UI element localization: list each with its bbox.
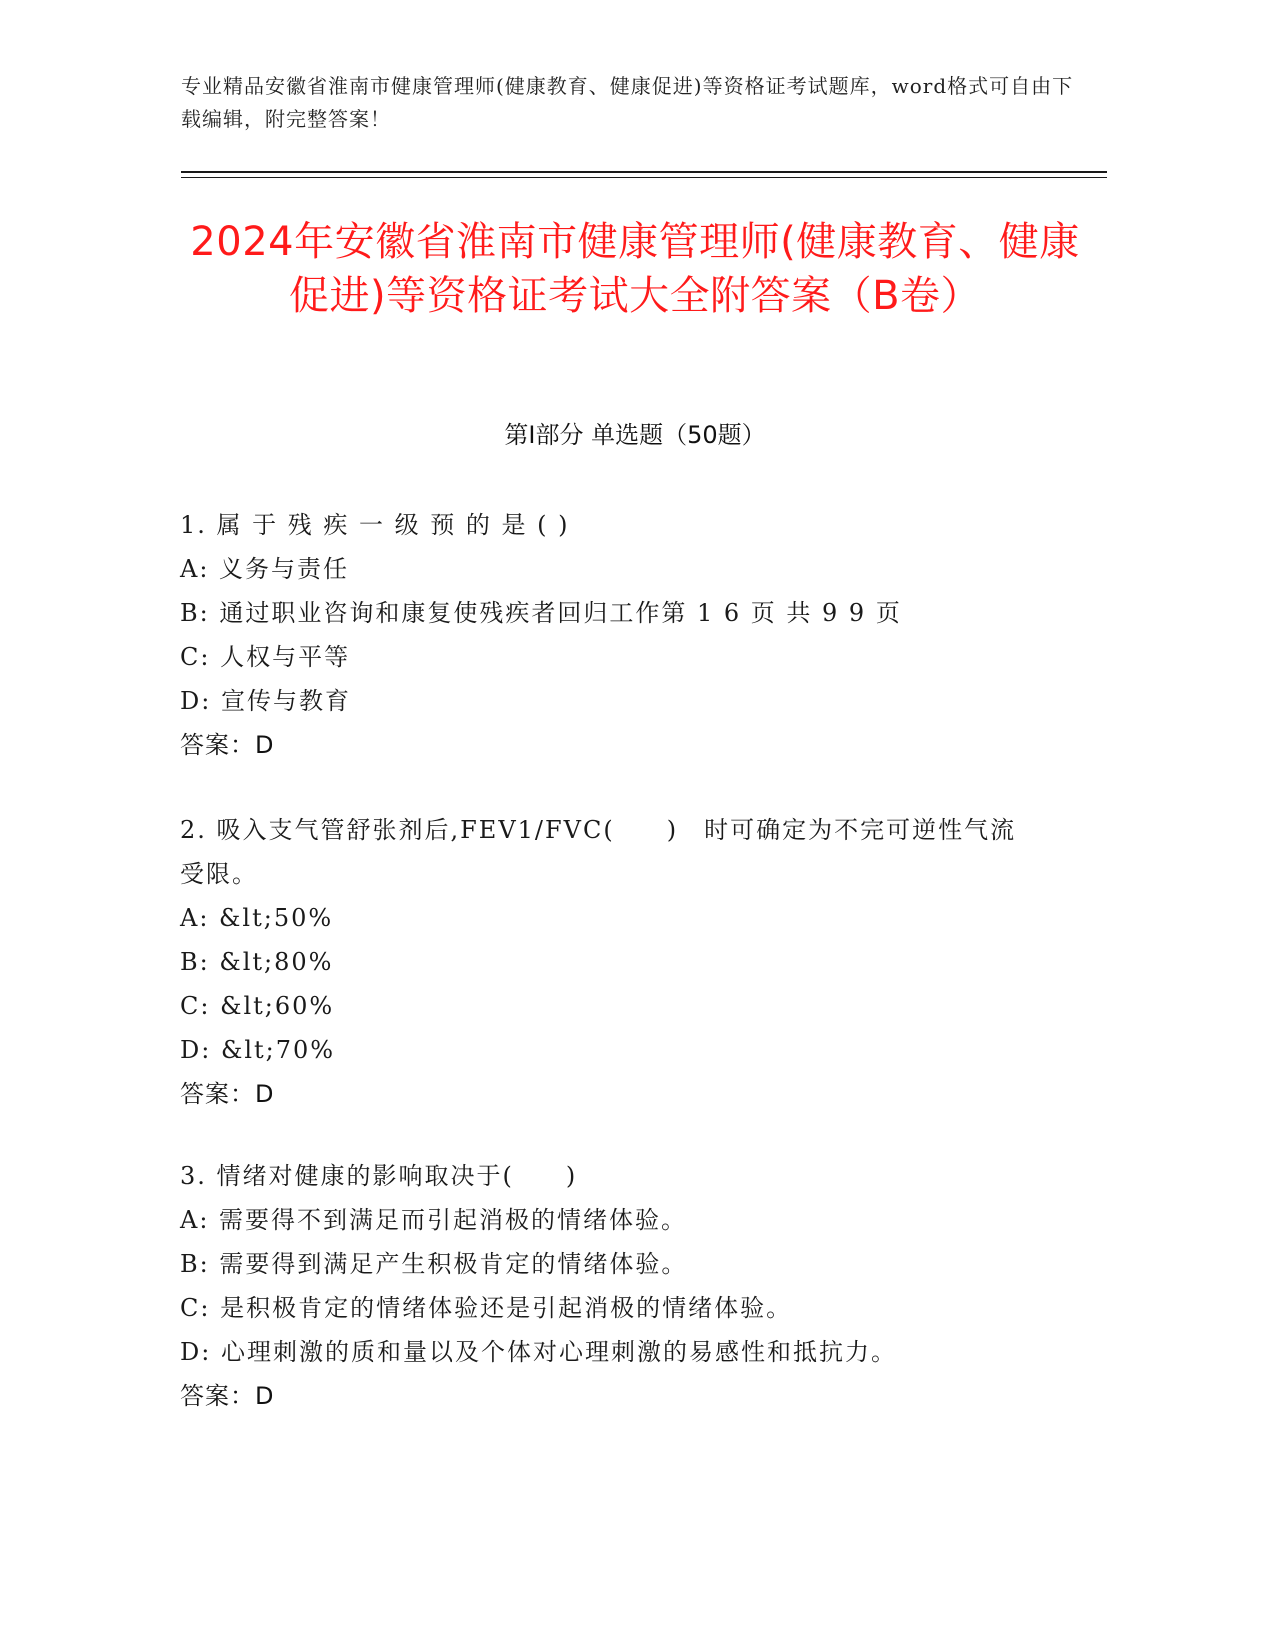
option-d: D: 心理刺激的质和量以及个体对心理刺激的易感性和抵抗力。: [180, 1338, 897, 1366]
option-a: A: 需要得不到满足而引起消极的情绪体验。: [180, 1206, 688, 1234]
option-c: C: 是积极肯定的情绪体验还是引起消极的情绪体验。: [180, 1294, 793, 1322]
question-stem: 2. 吸入支气管舒张剂后,FEV1/FVC( ) 时可确定为不完可逆性气流受限。: [180, 816, 1017, 888]
option-b: B: &lt;80%: [180, 948, 334, 976]
answer-text: 答案：D: [180, 1382, 275, 1410]
question-stem: 3. 情绪对健康的影响取决于( ): [180, 1162, 578, 1190]
option-a: A: &lt;50%: [180, 904, 334, 932]
answer-text: 答案：D: [180, 1080, 275, 1108]
option-a: A: 义务与责任: [180, 555, 350, 583]
section-title: 第Ⅰ部分 单选题（50题）: [504, 421, 766, 449]
option-c: C: 人权与平等: [180, 643, 351, 671]
header-divider-thick: [181, 171, 1107, 173]
header-divider-thin: [181, 177, 1107, 178]
option-d: D: 宣传与教育: [180, 687, 351, 715]
question-1: [180, 503, 1050, 767]
document-title: 2024年安徽省淮南市健康管理师(健康教育、健康促进)等资格证考试大全附答案（B卷）: [190, 219, 1080, 319]
option-b: B: 通过职业咨询和康复使残疾者回归工作第 1 6 页 共 9 9 页: [180, 599, 902, 627]
question-3: [180, 1154, 1050, 1418]
question-2: [180, 808, 1050, 1116]
option-c: C: &lt;60%: [180, 992, 335, 1020]
header-note: 专业精品安徽省淮南市健康管理师(健康教育、健康促进)等资格证考试题库，word格式可自由下载编辑，附完整答案！: [181, 74, 1074, 131]
answer-text: 答案：D: [180, 731, 275, 759]
option-b: B: 需要得到满足产生积极肯定的情绪体验。: [180, 1250, 688, 1278]
option-d: D: &lt;70%: [180, 1036, 336, 1064]
question-stem: 1. 属 于 残 疾 一 级 预 的 是 ( ): [180, 511, 570, 539]
